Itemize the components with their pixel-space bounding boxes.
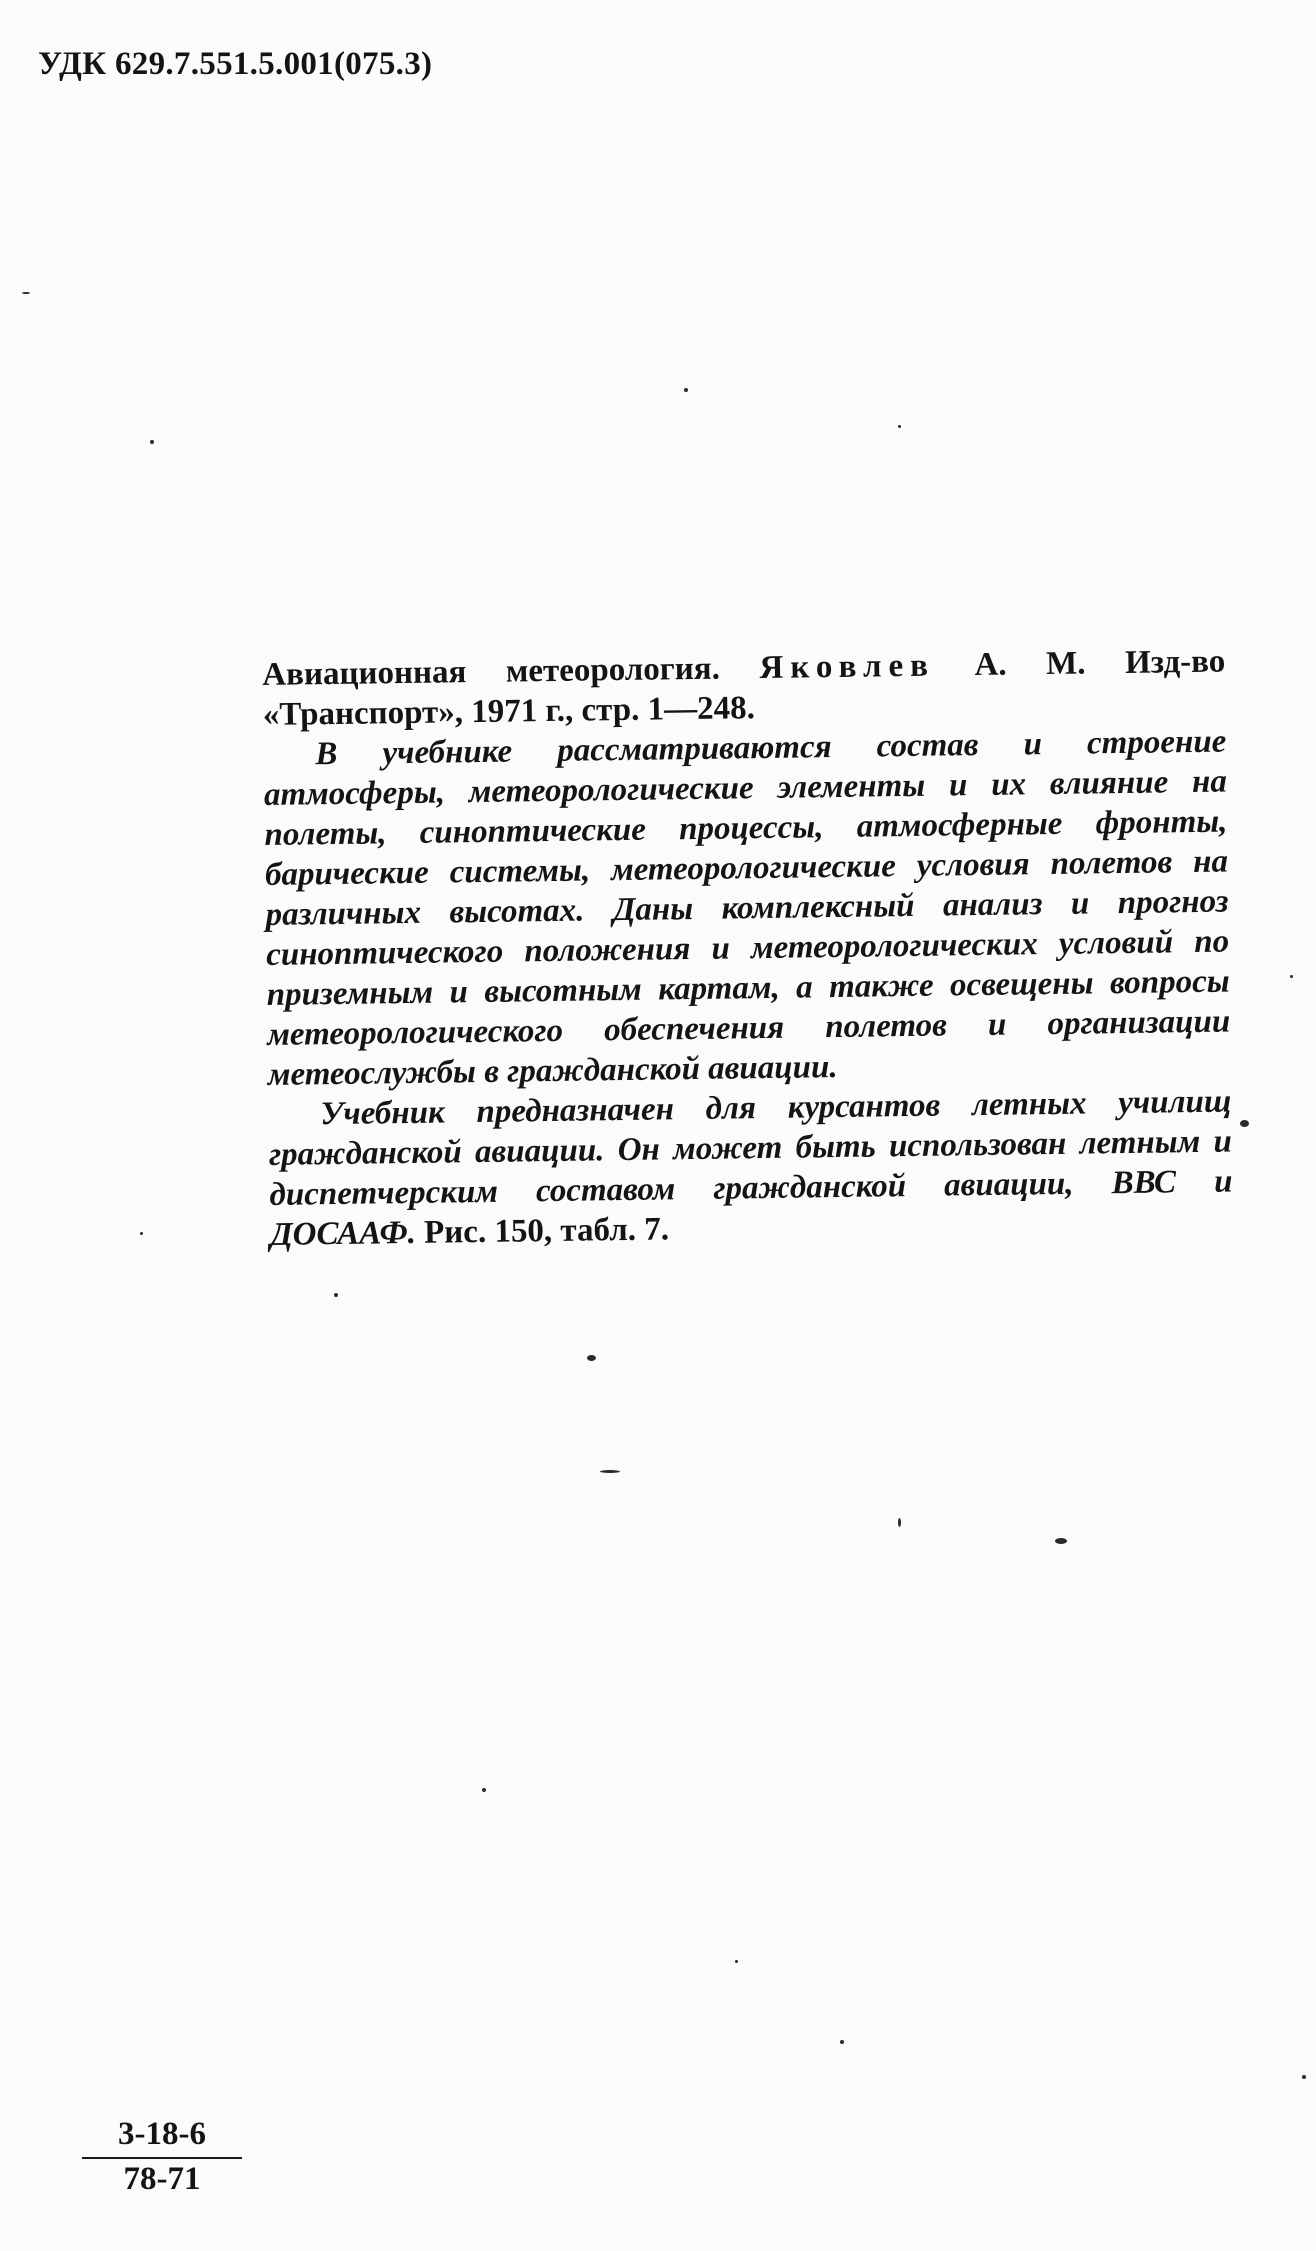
scan-speck	[600, 1470, 620, 1473]
bibliographic-entry	[262, 642, 1226, 735]
book-title: Авиационная метеорология.	[262, 650, 721, 693]
scan-speck	[587, 1355, 596, 1361]
publisher-code	[82, 2116, 242, 2198]
publisher-code-top: 3-18-6	[82, 2116, 242, 2159]
abstract-paragraph: В учебнике рассматриваются состав и строение атмосферы, метеорологические элементы и их влияние на полеты, синоптические процессы, атмосферные фронты, барические системы, метеорологические условия полетов на различных высотах. Даны комплексный анализ и прогноз синоптического положения и метеорологических условий по приземным и высотным картам, а также освещены вопросы метеорологического обеспечения полетов и организации метеослужбы в гражданской авиации.	[263, 723, 1231, 1093]
scan-speck	[684, 388, 688, 392]
scan-speck	[140, 1232, 143, 1235]
scan-speck	[898, 425, 901, 428]
book-annotation	[262, 642, 1233, 1255]
scan-speck	[1290, 975, 1293, 978]
purpose-text: Учебник предназначен для курсантов летных училищ гражданской авиации. Он может быть использован летным и диспетчерским составом гражданской авиации, ВВС и ДОСААФ.	[268, 1083, 1233, 1253]
scan-speck	[150, 440, 154, 444]
author-initials: А. М.	[974, 645, 1086, 684]
author-surname: Яковлев	[759, 647, 936, 687]
scan-speck	[482, 1788, 486, 1792]
scan-speck	[334, 1293, 338, 1297]
scan-speck	[22, 292, 30, 294]
scan-speck	[735, 1960, 738, 1963]
scan-speck	[898, 1518, 901, 1527]
udc-code: УДК 629.7.551.5.001(075.3)	[38, 46, 433, 82]
illustrations-count: Рис. 150, табл. 7.	[423, 1211, 670, 1251]
scan-speck	[1055, 1538, 1067, 1544]
publisher-code-bottom: 78-71	[123, 2161, 201, 2197]
purpose-paragraph	[268, 1082, 1233, 1255]
scan-speck	[840, 2040, 844, 2044]
publisher-info: Изд-во «Транспорт», 1971 г., стр. 1—248.	[262, 643, 1226, 733]
scan-speck	[1302, 2075, 1306, 2079]
scan-speck	[1240, 1120, 1249, 1127]
